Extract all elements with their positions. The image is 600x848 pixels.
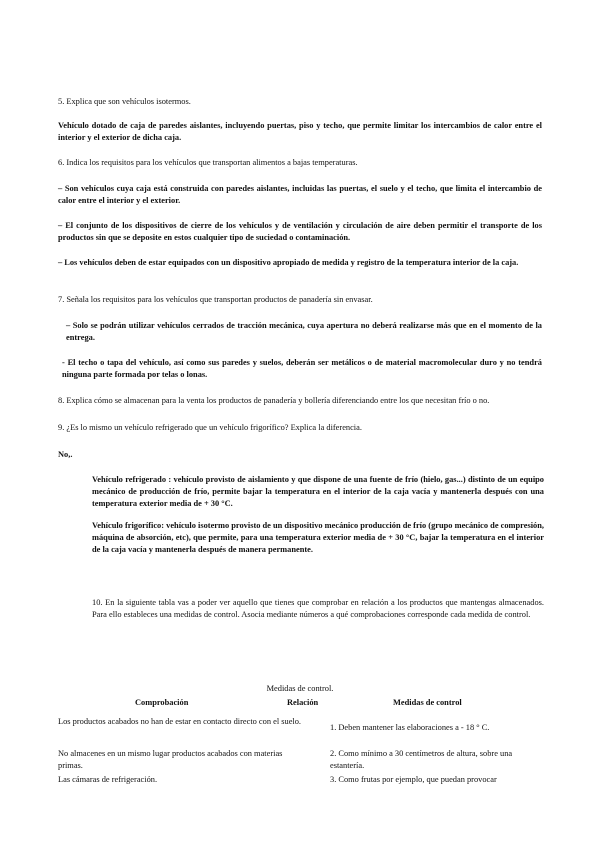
answer-5: Vehículo dotado de caja de paredes aislantes, incluyendo puertas, piso y techo, que permite limitar los intercambios de calor entre el interior y el exterior de dicha caja.: [58, 121, 542, 142]
question-9: 9. ¿Es lo mismo un vehículo refrigerado que un vehículo frigorífico? Explica la diferencia.: [58, 423, 362, 432]
table-header-relacion: Relación: [287, 698, 319, 707]
table-title: Medidas de control.: [266, 684, 334, 693]
question-8: 8. Explica cómo se almacenan para la venta los productos de panadería y bollería diferenciando entre los que necesitan frío o no.: [58, 396, 490, 405]
question-5: 5. Explica que son vehículos isotermos.: [58, 97, 191, 106]
table-header-comprobacion: Comprobación: [135, 698, 189, 707]
table-row-2-measure: 2. Como mínimo a 30 centímetros de altura, sobre una estantería.: [330, 749, 513, 770]
question-6: 6. Indica los requisitos para los vehículos que transportan alimentos a bajas temperaturas.: [58, 158, 358, 167]
table-row-3-measure: 3. Como frutas por ejemplo, que puedan provocar: [330, 775, 497, 784]
table-row-2-check: No almacenes en un mismo lugar productos acabados con materias primas.: [58, 749, 283, 770]
question-7: 7. Señala los requisitos para los vehículos que transportan productos de panadería sin envasar.: [58, 295, 373, 304]
answer-7-item-1: – Solo se podrán utilizar vehículos cerrados de tracción mecánica, cuya apertura no deberá realizarse más que en el momento de la entrega.: [66, 321, 542, 342]
answer-6-item-2: – El conjunto de los dispositivos de cierre de los vehículos y de ventilación y circulación de aire deben permitir el transporte de los productos sin que se deposite en estos cualquier tipo de suciedad o contaminación.: [58, 221, 542, 242]
answer-9-refrigerado: Vehículo refrigerado : vehículo provisto de aislamiento y que dispone de una fuente de frío (hielo, gas...) distinto de un equipo mecánico de producción de frío, permite bajar la temperatura en el interior de la caja vacía y mantenerla después con una temperatura exterior media de + 30 °C.: [92, 475, 544, 508]
answer-7-item-2: - El techo o tapa del vehículo, así como sus paredes y suelos, deberán ser metálicos o de material macromolecular duro y no tendrá ninguna parte formada por telas o lonas.: [62, 358, 542, 379]
answer-9-no: No,.: [58, 450, 73, 459]
table-row-3-check: Las cámaras de refrigeración.: [58, 775, 158, 784]
table-header-medidas: Medidas de control: [393, 698, 462, 707]
answer-6-item-3: – Los vehículos deben de estar equipados con un dispositivo apropiado de medida y registro de la temperatura interior de la caja.: [58, 258, 519, 267]
answer-6-item-1: – Son vehículos cuya caja está construida con paredes aislantes, incluidas las puertas, el suelo y el techo, que limita el intercambio de calor entre el interior y el exterior.: [58, 184, 542, 205]
table-row-1-check: Los productos acabados no han de estar en contacto directo con el suelo.: [58, 717, 302, 726]
table-row-1-measure: 1. Deben mantener las elaboraciones a - 18 ° C.: [330, 723, 490, 732]
answer-9-frigorifico: Vehículo frigorífico: vehículo isotermo provisto de un dispositivo mecánico producción de frío (grupo mecánico de compresión, máquina de absorción, etc), que permite, para una temperatura exterior media de + 30 °C, bajar la temperatura en el interior de la caja vacía y mantenerla después de manera permanente.: [92, 521, 544, 554]
question-10: 10. En la siguiente tabla vas a poder ver aquello que tienes que comprobar en relación a los productos que mantengas almacenados. Para ello estableces una medidas de control. Asocia mediante números a qué comprobaciones corresponde cada medida de control.: [92, 598, 544, 619]
